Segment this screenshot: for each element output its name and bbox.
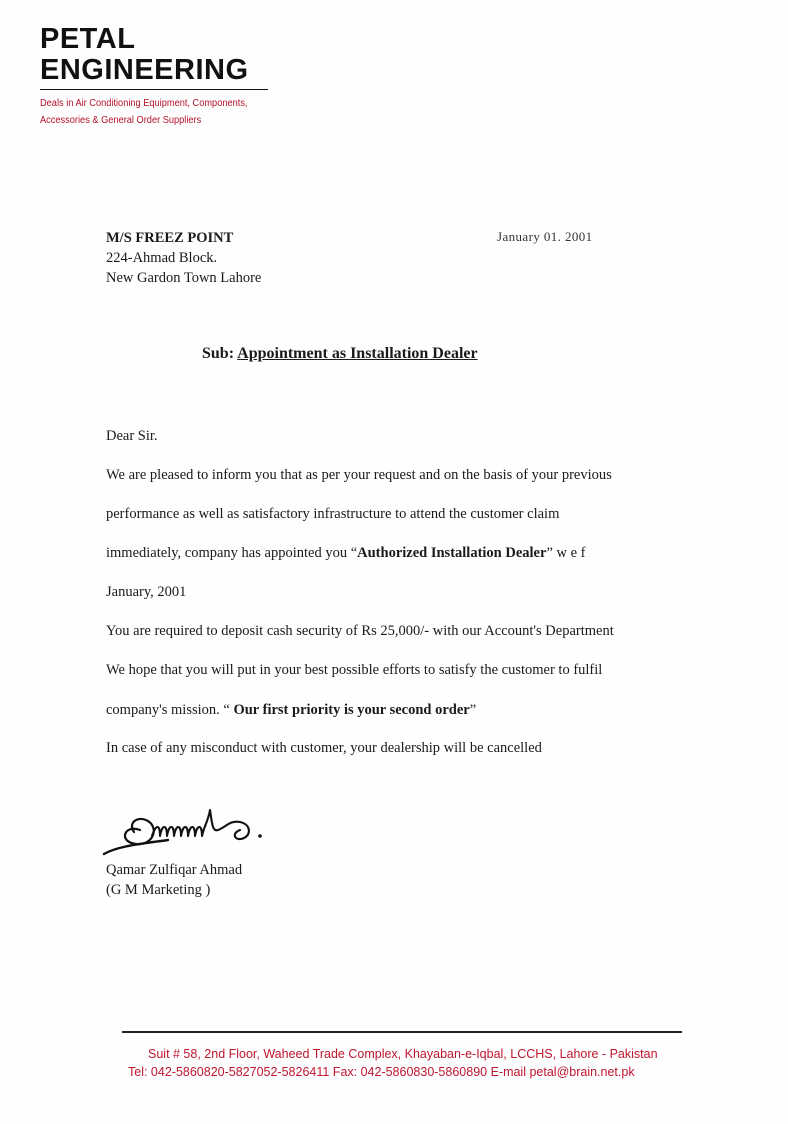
paragraph1-line2: performance as well as satisfactory infrastructure to attend the customer claim bbox=[106, 506, 560, 522]
paragraph3-line2-post: ” bbox=[469, 702, 477, 718]
motto: Our first priority is your second order bbox=[233, 702, 470, 718]
subject-prefix: Sub: bbox=[202, 345, 235, 362]
recipient-address-line2: New Gardon Town Lahore bbox=[106, 270, 262, 286]
letter-date: January 01. 2001 bbox=[497, 229, 593, 244]
footer-contact: Tel: 042-5860820-5827052-5826411 Fax: 042-5860830-5860890 E-mail petal@brain.net.pk bbox=[128, 1065, 635, 1079]
dealer-title: Authorized Installation Dealer bbox=[357, 545, 547, 561]
footer-address: Suit # 58, 2nd Floor, Waheed Trade Complex, Khayaban-e-Iqbal, LCCHS, Lahore - Pakistan bbox=[148, 1047, 658, 1061]
letterhead-divider bbox=[40, 89, 268, 90]
closing-block bbox=[106, 860, 242, 900]
paragraph4: In case of any misconduct with customer, your dealership will be cancelled bbox=[106, 740, 542, 756]
paragraph3-line2 bbox=[106, 702, 476, 719]
signatory-title: (G M Marketing ) bbox=[106, 882, 211, 898]
footer bbox=[128, 1045, 658, 1081]
paragraph3-line2-pre: company's mission. “ bbox=[106, 702, 234, 718]
paragraph1-line1: We are pleased to inform you that as per your request and on the basis of your previous bbox=[106, 467, 612, 483]
tagline-line1: Deals in Air Conditioning Equipment, Components, bbox=[40, 97, 248, 109]
signatory-name: Qamar Zulfiqar Ahmad bbox=[106, 862, 243, 878]
footer-divider bbox=[122, 1031, 682, 1033]
paragraph1-line3-post: ” w e f bbox=[546, 545, 586, 561]
subject-line bbox=[202, 345, 478, 363]
recipient-address-line1: 224-Ahmad Block. bbox=[106, 250, 218, 266]
recipient-name: M/S FREEZ POINT bbox=[106, 230, 234, 246]
recipient-block bbox=[106, 228, 261, 288]
paragraph1-line3-pre: immediately, company has appointed you “ bbox=[106, 545, 358, 561]
paragraph1-line3 bbox=[106, 545, 585, 562]
company-name-line1: PETAL bbox=[40, 23, 136, 55]
salutation: Dear Sir. bbox=[106, 428, 158, 444]
handwritten-signature bbox=[100, 800, 280, 867]
tagline-line2: Accessories & General Order Suppliers bbox=[40, 114, 202, 126]
paragraph2: You are required to deposit cash security of Rs 25,000/- with our Account's Department bbox=[106, 623, 614, 639]
paragraph3-line1: We hope that you will put in your best possible efforts to satisfy the customer to fulfil bbox=[106, 662, 603, 678]
subject-text: Appointment as Installation Dealer bbox=[237, 345, 478, 362]
company-name-line2: ENGINEERING bbox=[40, 54, 249, 86]
paragraph1-line4: January, 2001 bbox=[106, 584, 187, 600]
letterhead bbox=[40, 24, 276, 129]
